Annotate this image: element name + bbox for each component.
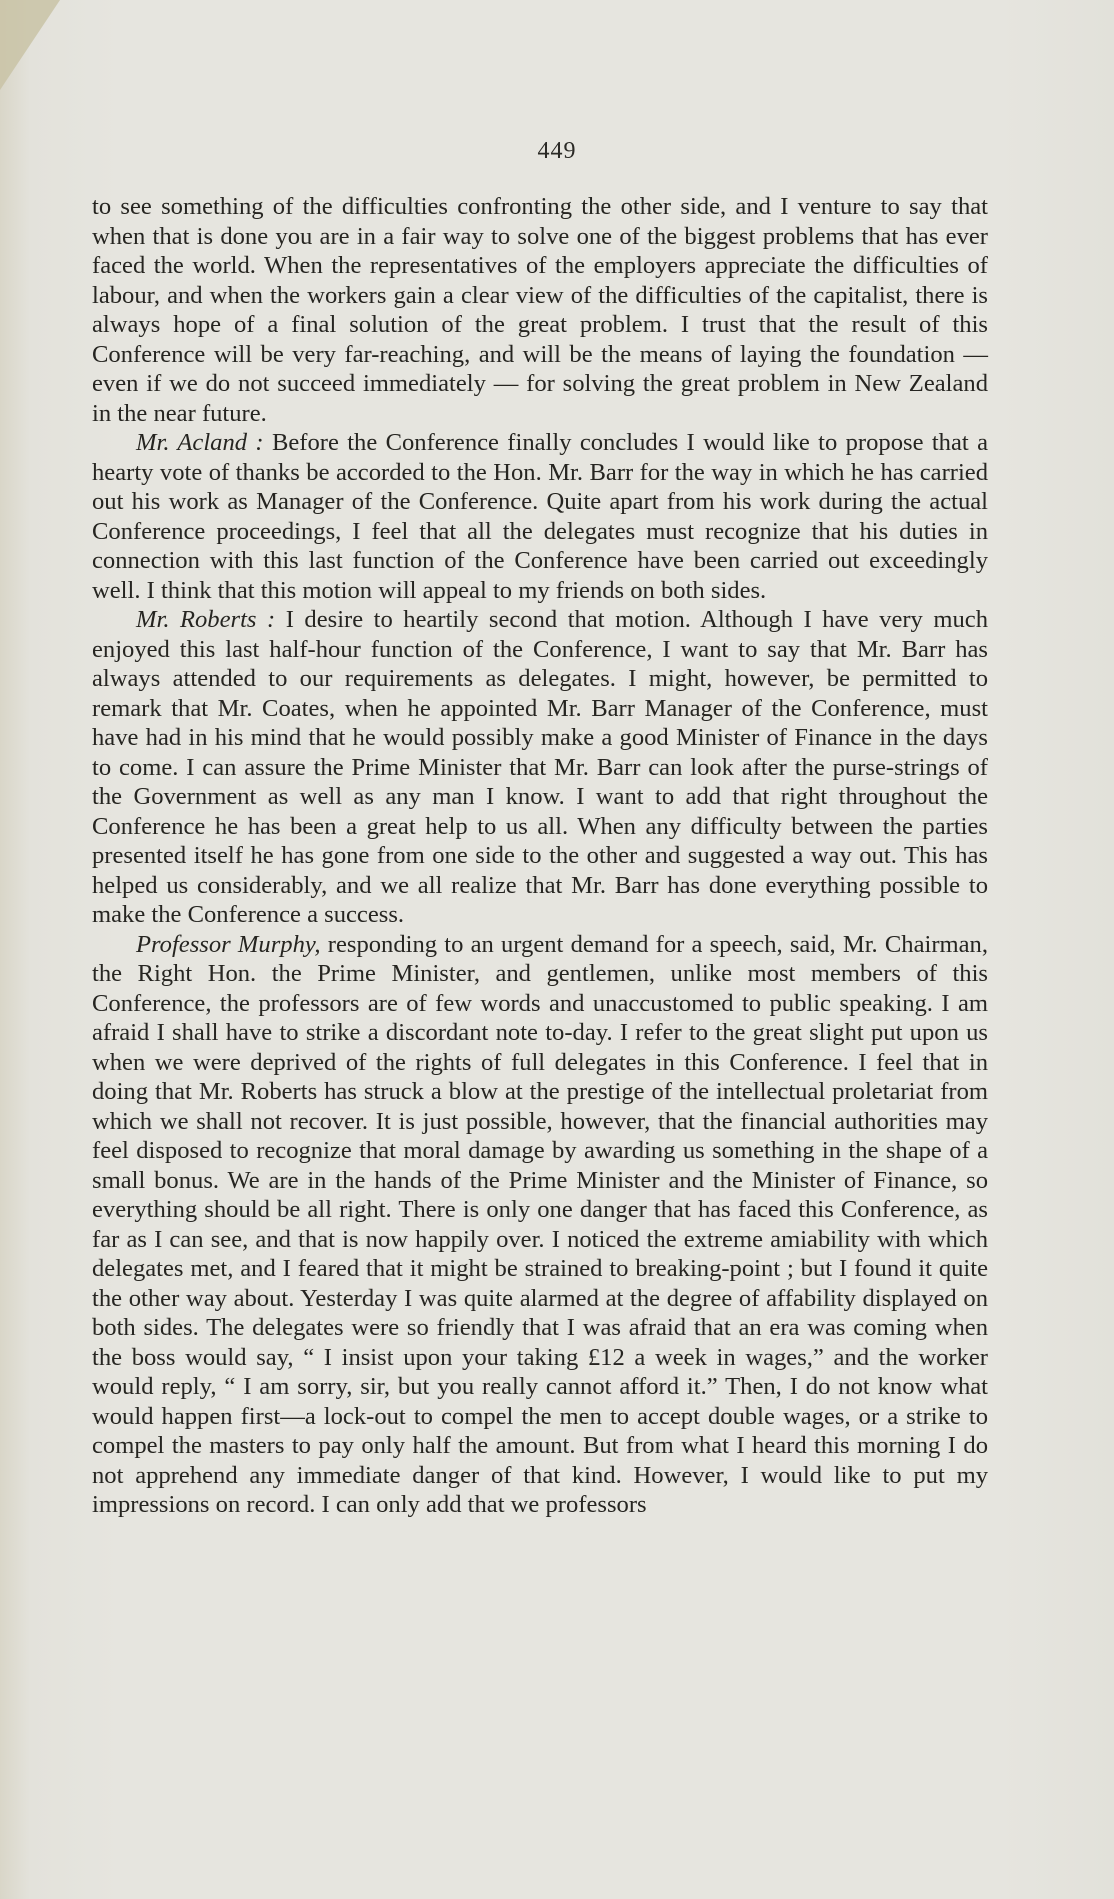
body-text: [92, 192, 988, 1520]
speaker-name: Professor Murphy,: [136, 930, 321, 958]
paragraph-roberts: [92, 605, 988, 930]
paragraph-acland: [92, 428, 988, 605]
paragraph-text: Before the Conference finally concludes I would like to propose that a hearty vote of thanks be accorded to the Hon. Mr. Barr for the way in which he has carried out his work as Manager of the Conference. Quite apart from his work during the actual Conference proceedings, I feel that all the delegates must recognize that his duties in connection with this last function of the Conference have been carried out exceedingly well. I think that this motion will appeal to my friends on both sides.: [92, 429, 988, 604]
paragraph-text: to see something of the difficulties confronting the other side, and I venture to say that when that is done you are in a fair way to solve one of the biggest problems that has ever faced the world. When the representatives of the employers appreciate the difficulties of labour, and when the workers gain a clear view of the difficulties of the capitalist, there is always hope of a final solution of the great problem. I trust that the result of this Conference will be very far-reaching, and will be the means of laying the foundation — even if we do not succeed immediately — for solving the great problem in New Zealand in the near future.: [92, 193, 988, 427]
speaker-name: Mr. Acland :: [136, 429, 264, 456]
page-corner-shadow: [0, 0, 60, 90]
paragraph-text: I desire to heartily second that motion. Although I have very much enjoyed this last half-hour function of the Conference, I want to say that Mr. Barr has always attended to our requirements as delegates. I might, however, be permitted to remark that Mr. Coates, when he appointed Mr. Barr Manager of the Conference, must have had in his mind that he would possibly make a good Minister of Finance in the days to come. I can assure the Prime Minister that Mr. Barr can look after the purse-strings of the Government as well as any man I know. I want to add that right throughout the Conference he has been a great help to us all. When any difficulty between the parties presented itself he has gone from one side to the other and suggested a way out. This has helped us considerably, and we all realize that Mr. Barr has done everything possible to make the Conference a success.: [92, 606, 988, 928]
speaker-name: Mr. Roberts :: [136, 606, 276, 633]
paragraph-murphy: [92, 930, 988, 1520]
paragraph-intro: [92, 192, 988, 428]
page-number: 449: [537, 138, 577, 164]
paragraph-text: responding to an urgent demand for a speech, said, Mr. Chairman, the Right Hon. the Prime Minister, and gentlemen, unlike most members of this Conference, the professors are of few words and unaccustomed to public speaking. I am afraid I shall have to strike a discordant note to-day. I refer to the great slight put upon us when we were deprived of the rights of full delegates in this Conference. I feel that in doing that Mr. Roberts has struck a blow at the prestige of the intellectual proletariat from which we shall not recover. It is just possible, however, that the financial authorities may feel disposed to recognize that moral damage by awarding us something in the shape of a small bonus. We are in the hands of the Prime Minister and the Minister of Finance, so everything should be all right. There is only one danger that has faced this Conference, as far as I can see, and that is now happily over. I noticed the extreme amiability with which delegates met, and I feared that it might be strained to breaking-point ; but I found it quite the other way about. Yesterday I was quite alarmed at the degree of affability displayed on both sides. The delegates were so friendly that I was afraid that an era was coming when the boss would say, “ I insist upon your taking £12 a week in wages,” and the worker would reply, “ I am sorry, sir, but you really cannot afford it.” Then, I do not know what would happen first—a lock-out to compel the men to accept double wages, or a strike to compel the masters to pay only half the amount. But from what I heard this morning I do not apprehend any immediate danger of that kind. However, I would like to put my impressions on record. I can only add that we professors: [92, 930, 988, 1518]
